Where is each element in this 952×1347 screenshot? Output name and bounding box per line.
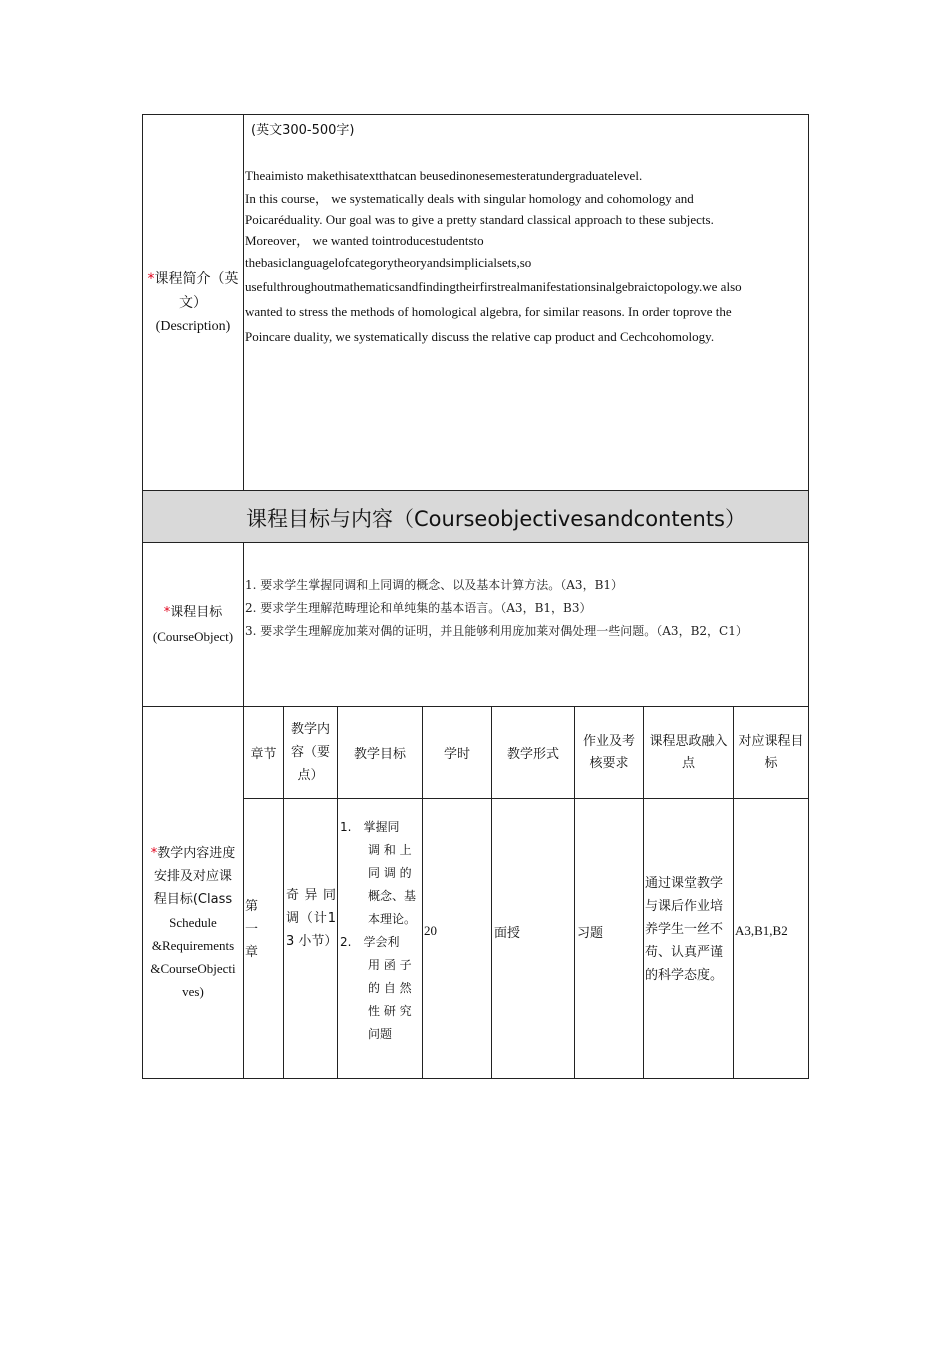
goal-line: 性 研 究 (368, 1004, 412, 1018)
goal-line: 的 自 然 (368, 981, 412, 995)
row-ideology: 通过课堂教学与课后作业培养学生一丝不苟、认真严谨的科学态度。 (645, 876, 724, 983)
description-line: thebasiclanguagelofcategorytheoryandsimplicialsets,so (245, 255, 532, 270)
row-target: A3,B1,B2 (735, 923, 788, 938)
description-line: usefulthroughoutmathematicsandfindingtheirfirstrealmanifestationsinalgebraictopology.we also (245, 279, 742, 294)
schedule-label-line: &CourseObjecti (150, 961, 236, 976)
header-goal: 教学目标 (353, 747, 406, 762)
schedule-label-line: Schedule (169, 915, 217, 930)
goal-line: 概念、基 (368, 889, 417, 903)
row-chapter: 第一章 (245, 899, 259, 960)
required-asterisk: * (147, 270, 155, 287)
section-title: 课程目标与内容（Courseobjectivesandcontents） (246, 507, 747, 531)
objective-item: 1. 要求学生掌握同调和上同调的概念、以及基本计算方法。（A3，B1） (245, 578, 624, 592)
schedule-label-line: &Requirements (151, 938, 235, 953)
schedule-label-line: 程目标(Class (153, 892, 233, 907)
row-form: 面授 (494, 926, 521, 941)
description-label-line1: 课程简介（英 (154, 270, 239, 287)
row-hours: 20 (424, 923, 437, 938)
header-chapter: 章节 (250, 747, 277, 762)
header-content: 教学内容（要点） (290, 722, 330, 783)
description-line: Poincare duality, we systematically discuss the relative cap product and Cechcohomology. (245, 329, 715, 344)
header-homework: 作业及考核要求 (582, 733, 635, 771)
goal-line: 2. 学会利 (340, 935, 400, 949)
schedule-label (143, 707, 243, 1078)
goal-line: 本理论。 (368, 912, 417, 926)
schedule-label-line: 教学内容进度 (157, 846, 236, 861)
objective-item: 3. 要求学生理解庞加莱对偶的证明，并且能够利用庞加莱对偶处理一些问题。（A3，B2，C1） (245, 624, 748, 638)
objectives-label-text: 课程目标 (170, 604, 223, 620)
row-content: 奇异同调（计13 小节） (286, 888, 338, 949)
description-text (245, 166, 805, 350)
description-label (143, 115, 243, 490)
description-line: Theaimisto makethisatextthatcan beusedinonesemesteratundergraduatelevel. (245, 168, 643, 183)
objective-item: 2. 要求学生理解范畴理论和单纯集的基本语言。（A3，B1，B3） (245, 601, 592, 615)
description-label-en: (Description) (155, 318, 231, 334)
header-form: 教学形式 (506, 747, 559, 762)
objectives-label (143, 543, 243, 706)
description-line: wanted to stress the methods of homological algebra, for similar reasons. In order toprove the (245, 304, 732, 319)
objectives-list (245, 578, 805, 647)
header-target: 对应课程目标 (738, 733, 804, 771)
goal-line: 问题 (368, 1027, 393, 1041)
header-hours: 学时 (443, 747, 470, 762)
header-ideology: 课程思政融入点 (649, 733, 728, 771)
goal-line: 同 调 的 (368, 866, 412, 880)
goal-line: 用 函 子 (368, 958, 412, 972)
row-goal (340, 816, 422, 1046)
goal-line: 1. 掌握同 (340, 820, 400, 834)
description-line: In this course， we systematically deals with singular homology and cohomology and (245, 191, 694, 206)
required-asterisk: * (163, 604, 171, 620)
goal-line: 调 和 上 (368, 843, 412, 857)
description-label-line2: 文） (179, 294, 207, 311)
schedule-label-line: 安排及对应课 (153, 869, 232, 884)
objectives-label-en: (CourseObject) (152, 628, 234, 644)
required-asterisk: * (150, 846, 158, 861)
row-homework: 习题 (577, 926, 604, 941)
description-line: Poicaréduality. Our goal was to give a pretty standard classical approach to these subjects. (245, 212, 714, 227)
description-line: Moreover， we wanted tointroducestudentsto (245, 233, 484, 248)
schedule-label-line: ves) (182, 984, 204, 999)
description-hint: (英文300-500字) (251, 123, 355, 138)
